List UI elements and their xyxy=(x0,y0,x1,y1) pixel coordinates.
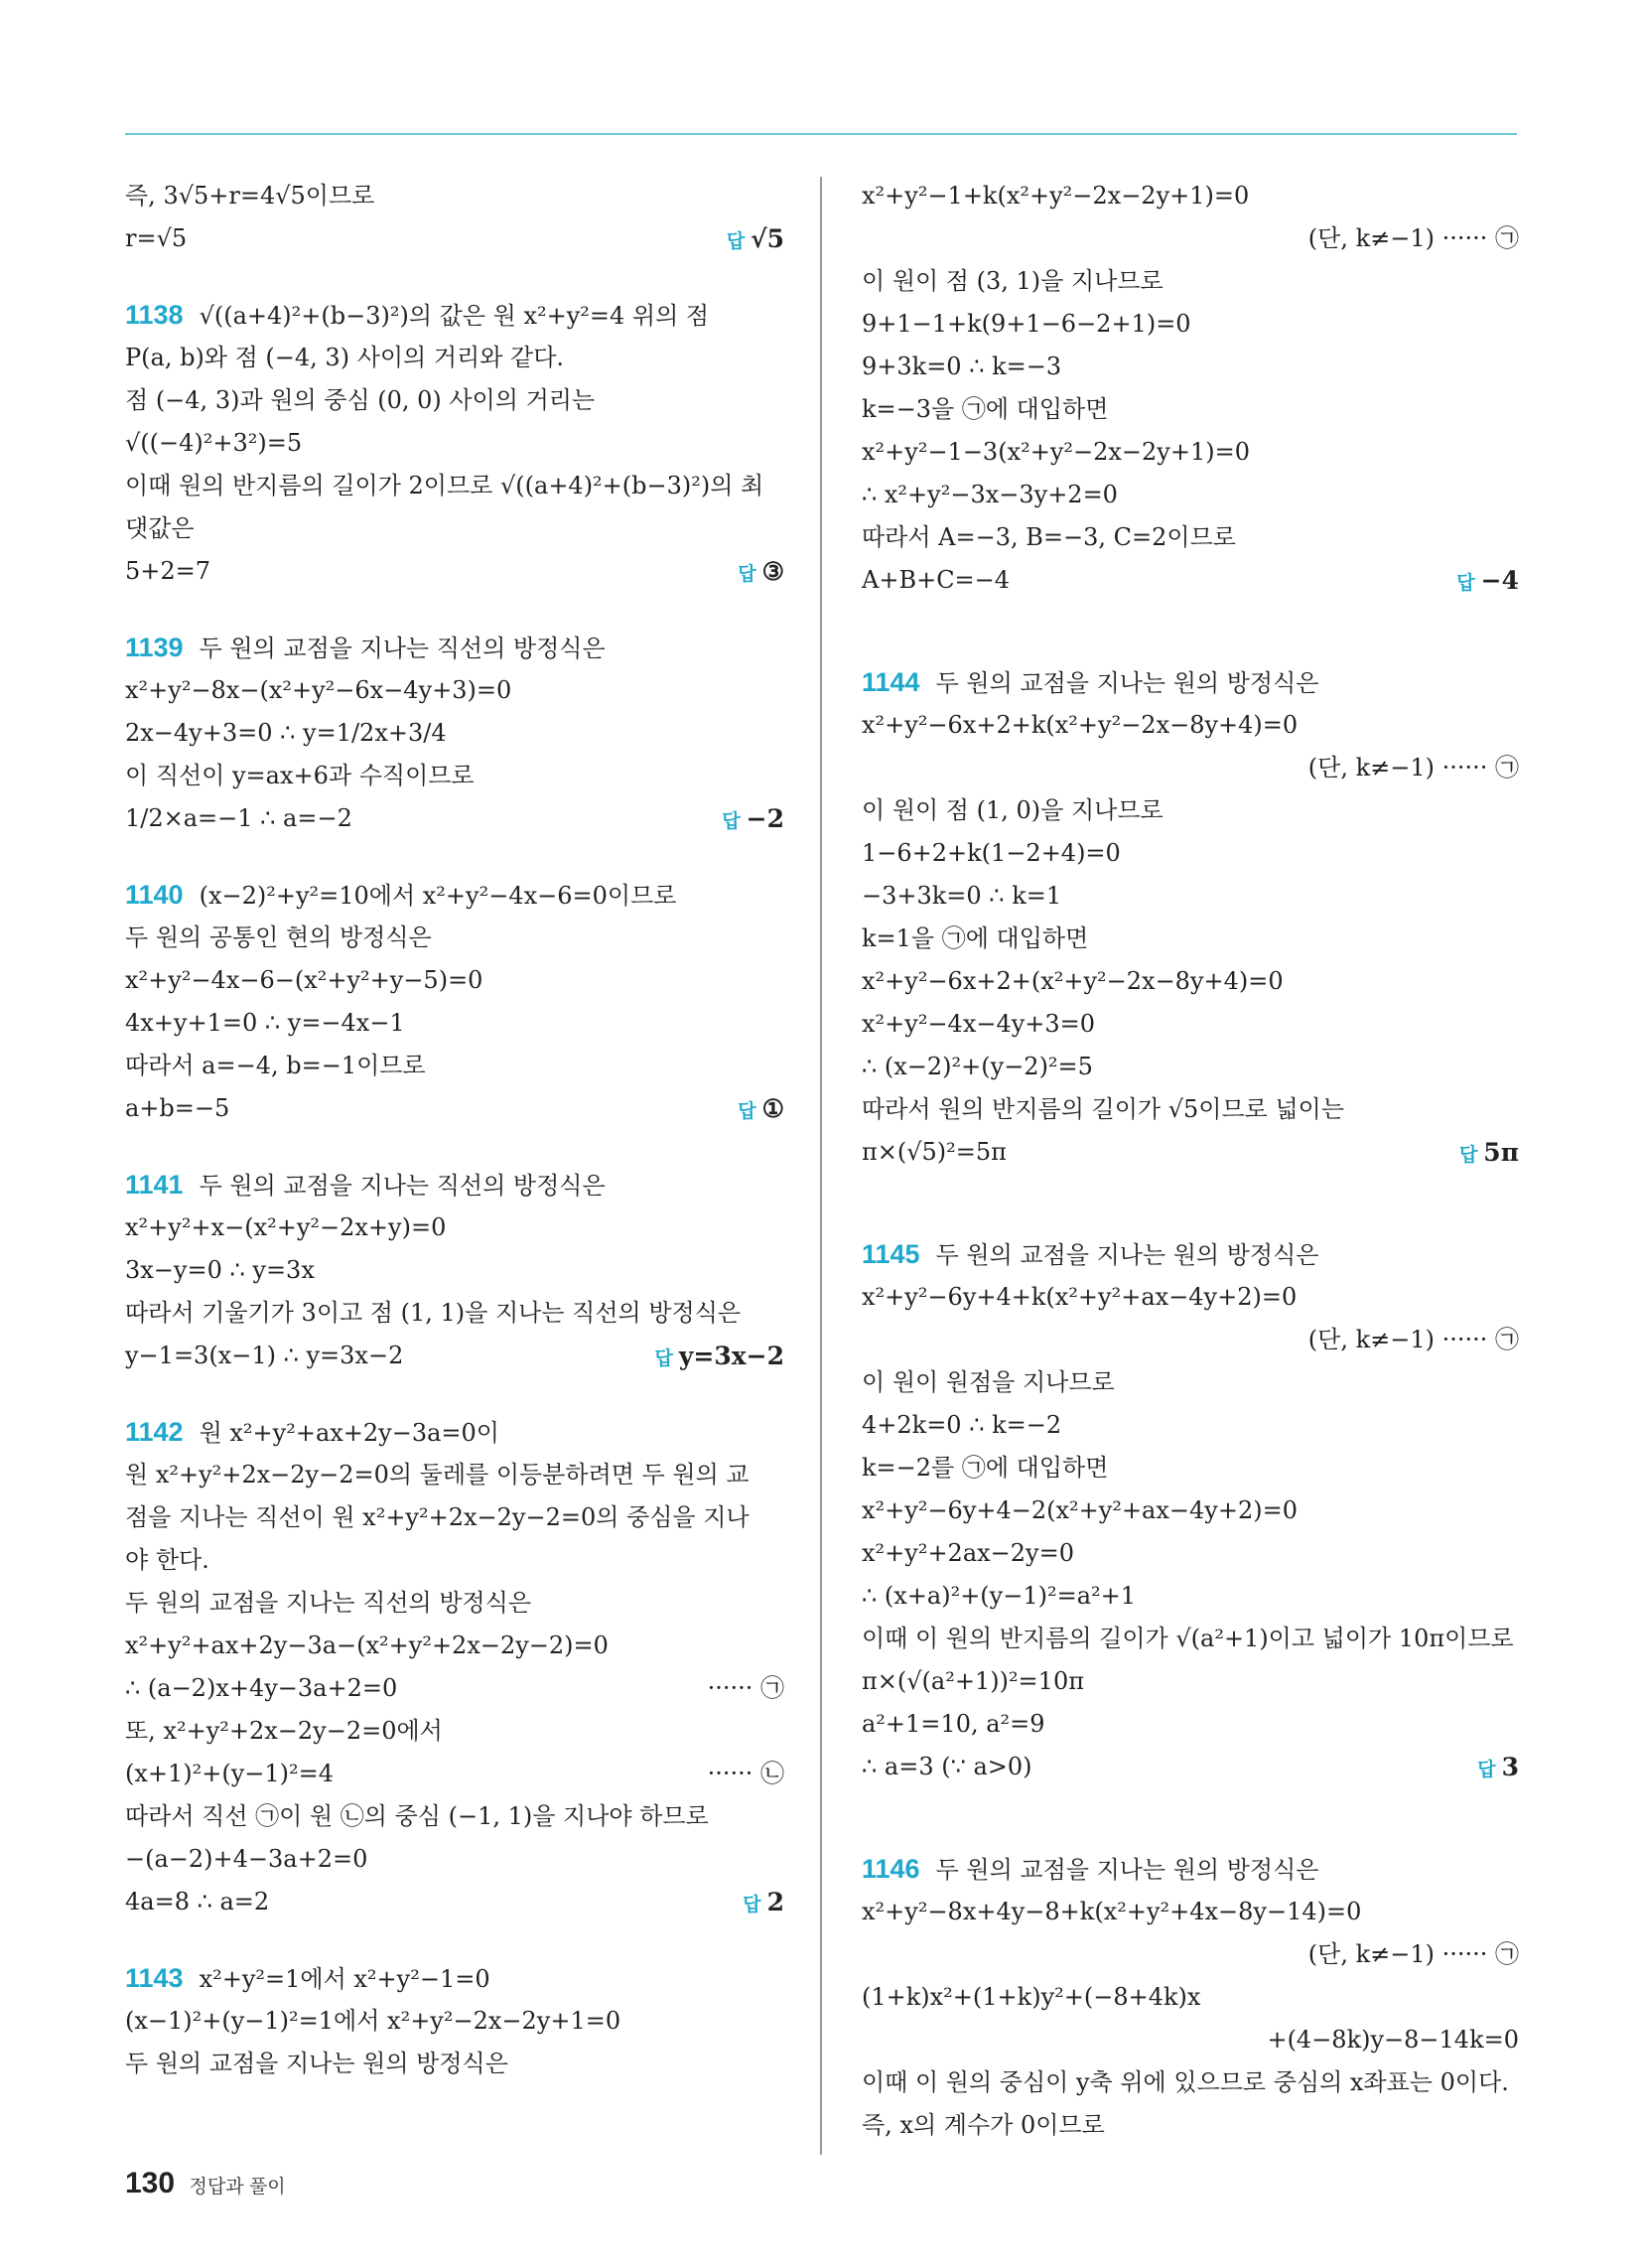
solution-line xyxy=(125,1838,784,1881)
line-text: π×(√(a²+1))²=10π xyxy=(862,1667,1084,1695)
answer-value: y=3x−2 xyxy=(678,1342,784,1370)
solution-line xyxy=(862,1532,1519,1575)
line-text: r=√5 xyxy=(125,224,188,252)
solution-line xyxy=(862,1447,1519,1489)
solution-line xyxy=(862,1660,1519,1703)
solution-line xyxy=(862,960,1519,1003)
solution-line xyxy=(862,789,1519,832)
line-text: ∴ a=3 (∵ a>0) xyxy=(862,1753,1032,1780)
line-text: 이 직선이 y=ax+6과 수직이므로 xyxy=(125,762,475,789)
line-text: 두 원의 교점을 지나는 원의 방정식은 xyxy=(935,1241,1319,1269)
line-text: −3+3k=0 ∴ k=1 xyxy=(862,882,1062,910)
line-text: 점을 지나는 직선이 원 x²+y²+2x−2y−2=0의 중심을 지나 xyxy=(125,1503,750,1531)
problem-header-line xyxy=(125,1164,784,1206)
answer xyxy=(738,1087,784,1133)
problem-number: 1142 xyxy=(125,1417,184,1447)
line-text: ∴ (a−2)x+4y−3a+2=0 xyxy=(125,1674,398,1702)
answer-label: 답 xyxy=(1477,1760,1496,1780)
line-text: √((−4)²+3²)=5 xyxy=(125,429,303,457)
solution-line xyxy=(125,1795,784,1838)
solution-line xyxy=(125,550,784,593)
answer-value: −2 xyxy=(746,804,784,833)
solution-line xyxy=(862,474,1519,516)
page-footer xyxy=(125,2167,286,2200)
problem-header-line xyxy=(862,661,1519,704)
solution-line xyxy=(125,175,784,217)
solution-line xyxy=(862,1575,1519,1618)
solution-line xyxy=(862,175,1519,217)
line-text: 이 원이 원점을 지나므로 xyxy=(862,1368,1115,1396)
line-text: 두 원의 공통인 현의 방정식은 xyxy=(125,923,432,951)
line-text: 9+3k=0 ∴ k=−3 xyxy=(862,353,1062,380)
line-text: P(a, b)와 점 (−4, 3) 사이의 거리와 같다. xyxy=(125,344,565,371)
line-text: ∴ x²+y²−3x−3y+2=0 xyxy=(862,481,1118,508)
line-text: x²+y²−6y+4−2(x²+y²+ax−4y+2)=0 xyxy=(862,1496,1298,1524)
answer-label: 답 xyxy=(743,1895,761,1915)
solution-line xyxy=(125,1249,784,1292)
solution-line xyxy=(862,2061,1519,2104)
line-text: (단, k≠−1) ······ ㉠ xyxy=(1307,1326,1519,1353)
spacer xyxy=(125,1377,784,1411)
solution-line xyxy=(125,2043,784,2085)
line-text: 원 x²+y²+ax+2y−3a=0이 xyxy=(199,1419,499,1447)
right-column xyxy=(862,175,1519,2147)
equation-marker-text: ······ ㉠ xyxy=(707,1674,784,1702)
problem-header-line xyxy=(862,1233,1519,1276)
solution-line xyxy=(125,465,784,507)
problem-number: 1138 xyxy=(125,300,184,330)
answer xyxy=(1456,559,1519,605)
problem-number: 1146 xyxy=(862,1854,920,1884)
answer-value: ③ xyxy=(761,557,784,586)
solution-line xyxy=(125,1881,784,1923)
solution-line xyxy=(125,1087,784,1130)
line-text: 야 한다. xyxy=(125,1546,209,1574)
answer-value: 5π xyxy=(1483,1138,1519,1167)
solution-line xyxy=(862,346,1519,388)
line-text: (단, k≠−1) ······ ㉠ xyxy=(1307,754,1519,781)
line-text: x²+y²−6y+4+k(x²+y²+ax−4y+2)=0 xyxy=(862,1283,1298,1311)
line-text: 원 x²+y²+2x−2y−2=0의 둘레를 이등분하려면 두 원의 교 xyxy=(125,1461,750,1488)
page-number: 130 xyxy=(125,2167,176,2199)
line-text: 5+2=7 xyxy=(125,557,211,585)
answer xyxy=(727,217,784,263)
solution-line xyxy=(125,917,784,959)
line-text: 따라서 원의 반지름의 길이가 √5이므로 넓이는 xyxy=(862,1095,1345,1123)
line-text: k=−2를 ㉠에 대입하면 xyxy=(862,1454,1109,1482)
solution-line xyxy=(862,1319,1519,1361)
solution-line xyxy=(125,422,784,465)
line-text: k=1을 ㉠에 대입하면 xyxy=(862,924,1089,952)
line-text: (x−1)²+(y−1)²=1에서 x²+y²−2x−2y+1=0 xyxy=(125,2007,621,2035)
line-text: 따라서 직선 ㉠이 원 ㉡의 중심 (−1, 1)을 지나야 하므로 xyxy=(125,1802,709,1830)
line-text: 9+1−1+k(9+1−6−2+1)=0 xyxy=(862,310,1191,338)
solution-line xyxy=(862,1361,1519,1404)
answer xyxy=(1459,1131,1519,1177)
line-text: x²+y²+x−(x²+y²−2x+y)=0 xyxy=(125,1213,447,1241)
answer-label: 답 xyxy=(1458,1145,1478,1166)
solution-line xyxy=(125,959,784,1002)
problem-header-line xyxy=(125,1957,784,2000)
line-text: 이때 이 원의 중심이 y축 위에 있으므로 중심의 x좌표는 0이다. xyxy=(862,2068,1509,2096)
line-text: 4+2k=0 ∴ k=−2 xyxy=(862,1411,1062,1439)
line-text: 1/2×a=−1 ∴ a=−2 xyxy=(125,804,352,832)
solution-line xyxy=(125,217,784,260)
solution-line xyxy=(862,2104,1519,2147)
solution-line xyxy=(125,669,784,712)
line-text: 두 원의 교점을 지나는 원의 방정식은 xyxy=(125,2050,508,2077)
solution-line xyxy=(125,507,784,550)
solution-line xyxy=(125,2000,784,2043)
problem-number: 1143 xyxy=(125,1963,184,1993)
line-text: 댓값은 xyxy=(125,514,195,542)
line-text: x²+y²=1에서 x²+y²−1=0 xyxy=(199,1965,490,1993)
column-divider xyxy=(820,177,822,2155)
line-text: x²+y²−6x+2+(x²+y²−2x−8y+4)=0 xyxy=(862,967,1284,995)
line-text: 1−6+2+k(1−2+4)=0 xyxy=(862,839,1121,867)
solution-line xyxy=(125,1454,784,1496)
answer-value: ① xyxy=(761,1094,784,1123)
solution-line xyxy=(862,303,1519,346)
line-text: 4x+y+1=0 ∴ y=−4x−1 xyxy=(125,1009,405,1037)
left-column xyxy=(125,175,784,2085)
answer xyxy=(743,1881,784,1926)
solution-line xyxy=(862,388,1519,431)
solution-line xyxy=(862,1703,1519,1746)
answer-label: 답 xyxy=(738,564,756,585)
line-text: 두 원의 교점을 지나는 원의 방정식은 xyxy=(935,1856,1319,1884)
solution-line xyxy=(862,1489,1519,1532)
equation-marker-text: ······ ㉡ xyxy=(707,1760,784,1787)
solution-line xyxy=(125,1710,784,1753)
line-text: x²+y²−8x+4y−8+k(x²+y²+4x−8y−14)=0 xyxy=(862,1898,1362,1925)
solution-line xyxy=(862,1131,1519,1174)
spacer xyxy=(862,602,1519,661)
line-text: 점 (−4, 3)과 원의 중심 (0, 0) 사이의 거리는 xyxy=(125,386,596,414)
line-text: 따라서 기울기가 3이고 점 (1, 1)을 지나는 직선의 방정식은 xyxy=(125,1299,742,1327)
answer xyxy=(655,1335,784,1380)
line-text: 즉, x의 계수가 0이므로 xyxy=(862,2111,1105,2139)
line-text: x²+y²−8x−(x²+y²−6x−4y+3)=0 xyxy=(125,676,512,704)
solution-line xyxy=(125,1539,784,1582)
answer-value: −4 xyxy=(1480,566,1519,595)
line-text: x²+y²+ax+2y−3a−(x²+y²+2x−2y−2)=0 xyxy=(125,1631,609,1659)
line-text: 3x−y=0 ∴ y=3x xyxy=(125,1256,315,1284)
solution-line xyxy=(125,1002,784,1045)
header-rule xyxy=(125,133,1517,135)
solution-line xyxy=(862,1618,1519,1660)
solution-line xyxy=(125,1206,784,1249)
line-text: 두 원의 교점을 지나는 직선의 방정식은 xyxy=(125,1589,532,1617)
solution-line xyxy=(862,704,1519,747)
solution-line xyxy=(125,1335,784,1377)
line-text: 이 원이 점 (3, 1)을 지나므로 xyxy=(862,267,1163,295)
line-text: 이 원이 점 (1, 0)을 지나므로 xyxy=(862,796,1163,824)
problem-number: 1144 xyxy=(862,667,920,697)
solution-line xyxy=(125,1625,784,1667)
solution-line xyxy=(125,1045,784,1087)
line-text: ∴ (x−2)²+(y−2)²=5 xyxy=(862,1053,1093,1080)
line-text: 두 원의 교점을 지나는 직선의 방정식은 xyxy=(199,1172,606,1200)
line-text: y−1=3(x−1) ∴ y=3x−2 xyxy=(125,1342,404,1369)
line-text: (x−2)²+y²=10에서 x²+y²−4x−6=0이므로 xyxy=(199,882,677,910)
line-text: 따라서 A=−3, B=−3, C=2이므로 xyxy=(862,523,1236,551)
solution-line xyxy=(125,1667,784,1710)
solution-line xyxy=(862,2019,1519,2061)
line-text: 4a=8 ∴ a=2 xyxy=(125,1888,270,1915)
line-text: x²+y²−1+k(x²+y²−2x−2y+1)=0 xyxy=(862,182,1250,210)
solution-line xyxy=(125,1753,784,1795)
answer-value: 3 xyxy=(1501,1753,1519,1781)
problem-number: 1140 xyxy=(125,880,184,910)
solution-line xyxy=(862,1003,1519,1046)
line-text: 따라서 a=−4, b=−1이므로 xyxy=(125,1052,426,1079)
spacer xyxy=(125,840,784,874)
line-text: x²+y²−4x−6−(x²+y²+y−5)=0 xyxy=(125,966,483,994)
line-text: (1+k)x²+(1+k)y²+(−8+4k)x xyxy=(862,1983,1201,2011)
problem-number: 1141 xyxy=(125,1170,184,1200)
spacer xyxy=(862,1174,1519,1233)
line-text: A+B+C=−4 xyxy=(862,566,1011,594)
answer-label: 답 xyxy=(654,1348,673,1369)
footer-title: 정답과 풀이 xyxy=(189,2177,286,2197)
solution-line xyxy=(862,875,1519,918)
line-text: 두 원의 교점을 지나는 원의 방정식은 xyxy=(935,669,1319,697)
line-text: a²+1=10, a²=9 xyxy=(862,1710,1045,1738)
spacer xyxy=(862,1788,1519,1848)
problem-header-line xyxy=(862,1848,1519,1891)
answer-value: 2 xyxy=(766,1888,784,1916)
line-text: 이때 원의 반지름의 길이가 2이므로 √((a+4)²+(b−3)²)의 최 xyxy=(125,472,764,499)
line-text: x²+y²+2ax−2y=0 xyxy=(862,1539,1074,1567)
solution-line xyxy=(862,1891,1519,1933)
line-text: (x+1)²+(y−1)²=4 xyxy=(125,1760,335,1787)
problem-number: 1139 xyxy=(125,633,184,662)
answer xyxy=(738,550,784,596)
solution-line xyxy=(862,1976,1519,2019)
line-text: k=−3을 ㉠에 대입하면 xyxy=(862,395,1109,423)
solution-line xyxy=(125,1496,784,1539)
answer-label: 답 xyxy=(726,231,746,252)
line-text: x²+y²−1−3(x²+y²−2x−2y+1)=0 xyxy=(862,438,1250,466)
problem-header-line xyxy=(125,294,784,337)
solution-line xyxy=(862,1404,1519,1447)
line-text: x²+y²−6x+2+k(x²+y²−2x−8y+4)=0 xyxy=(862,711,1299,739)
problem-header-line xyxy=(125,627,784,669)
spacer xyxy=(125,593,784,627)
solution-line xyxy=(862,559,1519,602)
line-text: −(a−2)+4−3a+2=0 xyxy=(125,1845,368,1873)
line-text: 또, x²+y²+2x−2y−2=0에서 xyxy=(125,1717,443,1745)
equation-marker xyxy=(708,1667,784,1710)
line-text: a+b=−5 xyxy=(125,1094,230,1122)
solution-line xyxy=(862,1746,1519,1788)
answer-value: √5 xyxy=(751,224,784,253)
spacer xyxy=(125,1923,784,1957)
equation-marker xyxy=(708,1753,784,1795)
solution-line xyxy=(125,379,784,422)
solution-line xyxy=(862,1276,1519,1319)
solution-line xyxy=(862,516,1519,559)
spacer xyxy=(125,260,784,294)
solution-line xyxy=(125,1292,784,1335)
spacer xyxy=(125,1130,784,1164)
problem-number: 1145 xyxy=(862,1239,920,1269)
line-text: x²+y²−4x−4y+3=0 xyxy=(862,1010,1096,1038)
solution-line xyxy=(862,217,1519,260)
answer-label: 답 xyxy=(722,811,741,832)
answer-label: 답 xyxy=(738,1101,756,1122)
line-text: (단, k≠−1) ······ ㉠ xyxy=(1307,224,1519,252)
line-text: +(4−8k)y−8−14k=0 xyxy=(1267,2026,1519,2054)
solution-line xyxy=(125,755,784,797)
solution-line xyxy=(862,1933,1519,1976)
line-text: ∴ (x+a)²+(y−1)²=a²+1 xyxy=(862,1582,1137,1610)
solution-line xyxy=(862,918,1519,960)
line-text: 두 원의 교점을 지나는 직선의 방정식은 xyxy=(199,635,606,662)
solution-line xyxy=(862,1046,1519,1088)
line-text: √((a+4)²+(b−3)²)의 값은 원 x²+y²=4 위의 점 xyxy=(199,302,710,330)
problem-header-line xyxy=(125,874,784,917)
solution-line xyxy=(125,797,784,840)
line-text: 즉, 3√5+r=4√5이므로 xyxy=(125,182,375,210)
line-text: (단, k≠−1) ······ ㉠ xyxy=(1307,1940,1519,1968)
line-text: 이때 이 원의 반지름의 길이가 √(a²+1)이고 넓이가 10π이므로 xyxy=(862,1625,1514,1652)
solution-line xyxy=(862,832,1519,875)
answer-label: 답 xyxy=(1456,573,1475,594)
solution-line xyxy=(862,747,1519,789)
solution-line xyxy=(862,431,1519,474)
solution-line xyxy=(862,260,1519,303)
line-text: 2x−4y+3=0 ∴ y=1/2x+3/4 xyxy=(125,719,447,747)
problem-header-line xyxy=(125,1411,784,1454)
solution-line xyxy=(125,712,784,755)
line-text: π×(√5)²=5π xyxy=(862,1138,1007,1166)
solution-line xyxy=(125,1582,784,1625)
solution-line xyxy=(862,1088,1519,1131)
solution-line xyxy=(125,337,784,379)
answer xyxy=(1477,1746,1519,1791)
answer xyxy=(722,797,784,843)
